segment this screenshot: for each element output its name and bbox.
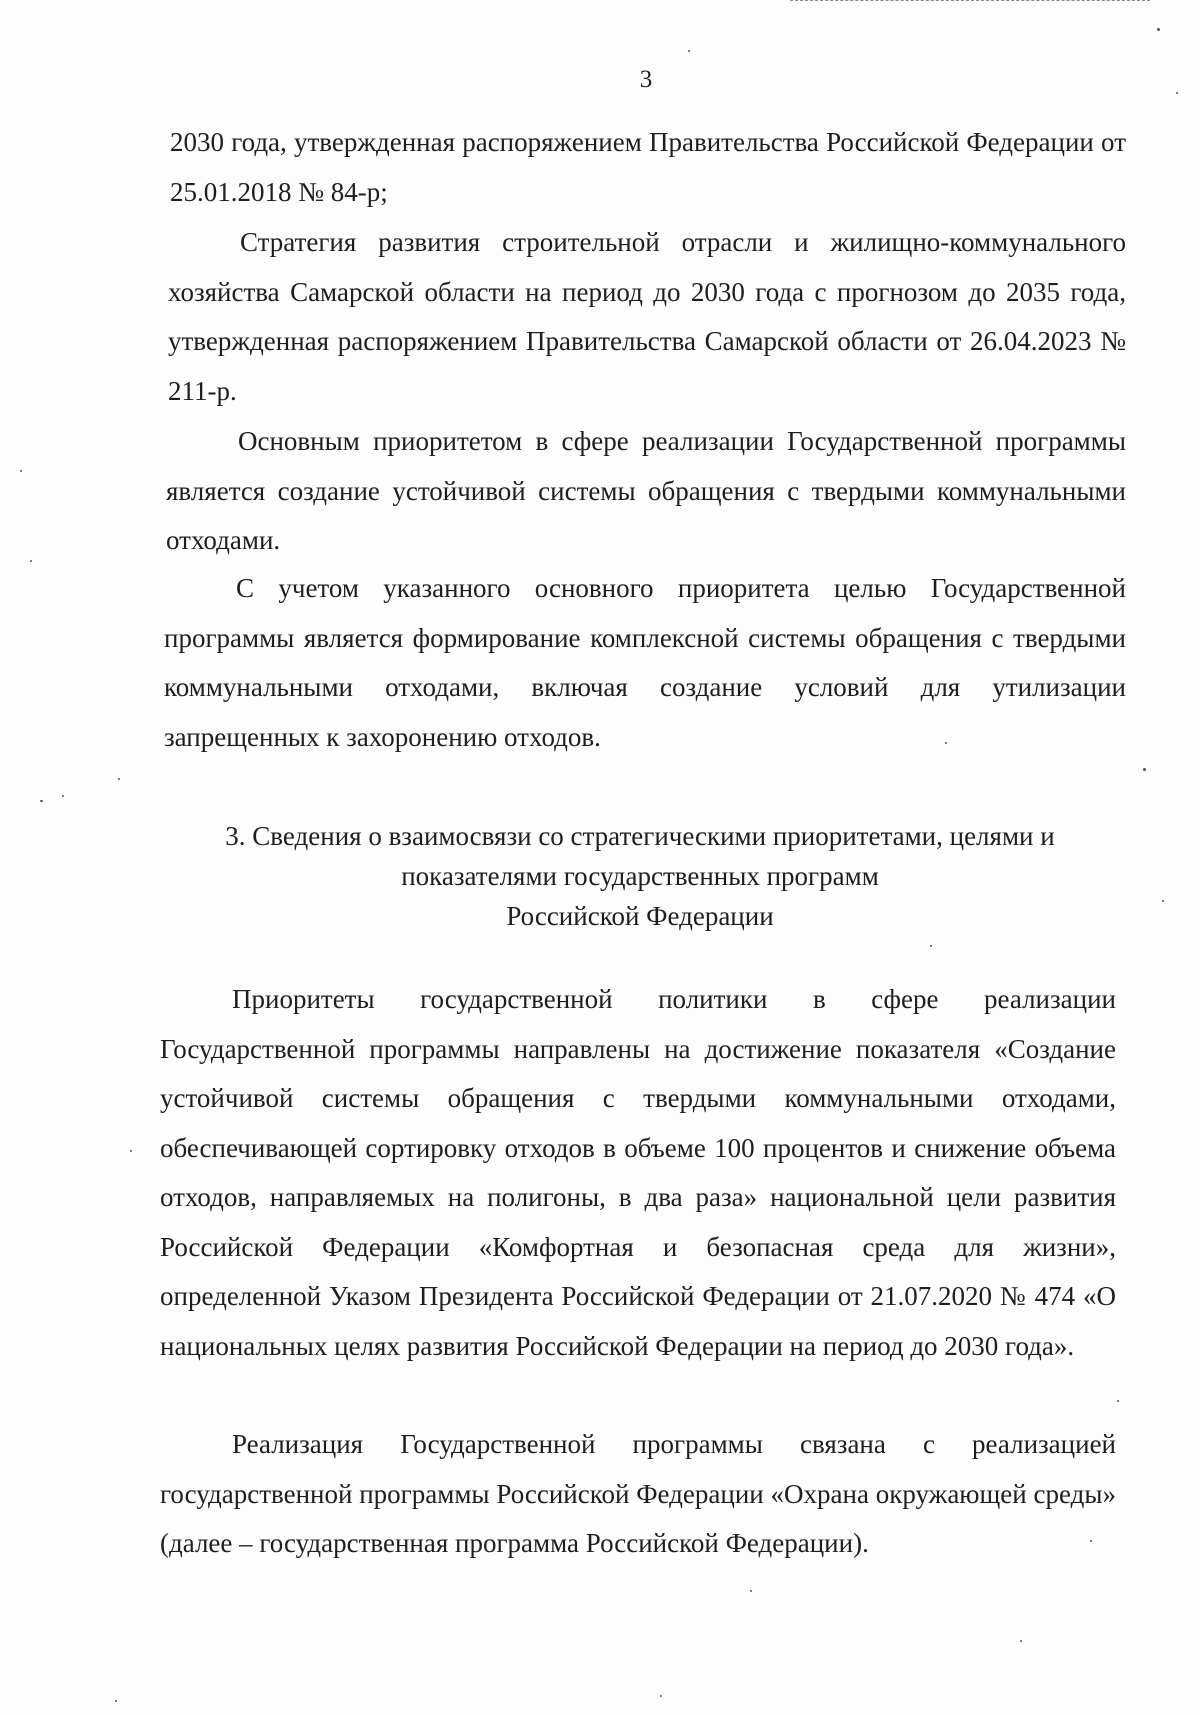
- scan-speck: [1143, 768, 1146, 771]
- paragraph-3: Основным приоритетом в сфере реализации Государственной программы является создание устойчивой системы обращения с твердыми коммунальными отходами.: [166, 426, 1126, 555]
- paragraph-2: Стратегия развития строительной отрасли и жилищно-коммунального хозяйства Самарской области на период до 2030 года с прогнозом до 2035 года, утвержденная распоряжением Правительства Самарской области от 26.04.2023 № 211-р.: [168, 227, 1126, 406]
- scan-speck: [40, 800, 43, 802]
- paragraph-4: С учетом указанного основного приоритета целью Государственной программы является формирование комплексной системы обращения с твердыми коммунальными отходами, включая создание условий для утилизации запрещенных к захоронению отходов.: [164, 573, 1126, 752]
- paragraph-5: Приоритеты государственной политики в сфере реализации Государственной программы направлены на достижение показателя «Создание устойчивой системы обращения с твердыми коммунальными отходами, обеспечивающей сортировку отходов в объеме 100 процентов и снижение объема отходов, направляемых на полигоны, в два раза» национальной цели развития Российской Федерации «Комфортная и безопасная среда для жизни», определенной Указом Президента Российской Федерации от 21.07.2020 № 474 «О национальных целях развития Российской Федерации на период до 2030 года».: [160, 984, 1116, 1361]
- scan-speck: [1117, 1400, 1119, 1402]
- scan-speck: [115, 1700, 117, 1702]
- scan-speck: [62, 795, 64, 797]
- scan-speck: [1020, 1640, 1022, 1642]
- scan-speck: [1157, 28, 1160, 31]
- scan-speck: [945, 742, 947, 744]
- scan-speck: [688, 50, 690, 52]
- upper-text-block-4: [164, 564, 1126, 762]
- page-number: 3: [639, 66, 653, 93]
- scan-speck: [1176, 92, 1178, 94]
- upper-text-block: [170, 118, 1126, 217]
- scan-speck: [130, 1150, 132, 1152]
- scan-speck: [930, 945, 932, 947]
- section-heading: [150, 816, 1130, 936]
- lower-text-block: [160, 975, 1116, 1371]
- upper-text-block-2: [168, 218, 1126, 416]
- scan-speck: [750, 1590, 752, 1592]
- section-heading-line-2: показателями государственных программ: [401, 861, 879, 891]
- lower-text-block-2: [160, 1420, 1116, 1569]
- scan-speck: [660, 1695, 662, 1697]
- scan-edge-line: [790, 0, 1150, 2]
- section-heading-line-3: Российской Федерации: [506, 901, 774, 931]
- scan-speck: [1162, 900, 1164, 902]
- section-heading-line-1: 3. Сведения о взаимосвязи со стратегическими приоритетами, целями и: [225, 821, 1055, 851]
- paragraph-1: 2030 года, утвержденная распоряжением Правительства Российской Федерации от 25.01.2018 № 84-р;: [170, 127, 1126, 207]
- scan-speck: [118, 778, 120, 780]
- upper-text-block-3: [166, 417, 1126, 566]
- paragraph-6: Реализация Государственной программы связана с реализацией государственной программы Российской Федерации «Охрана окружающей среды» (далее – государственная программа Российской Федерации).: [160, 1429, 1116, 1558]
- scan-speck: [20, 470, 22, 472]
- scan-speck: [1090, 1540, 1092, 1542]
- scan-speck: [30, 560, 32, 562]
